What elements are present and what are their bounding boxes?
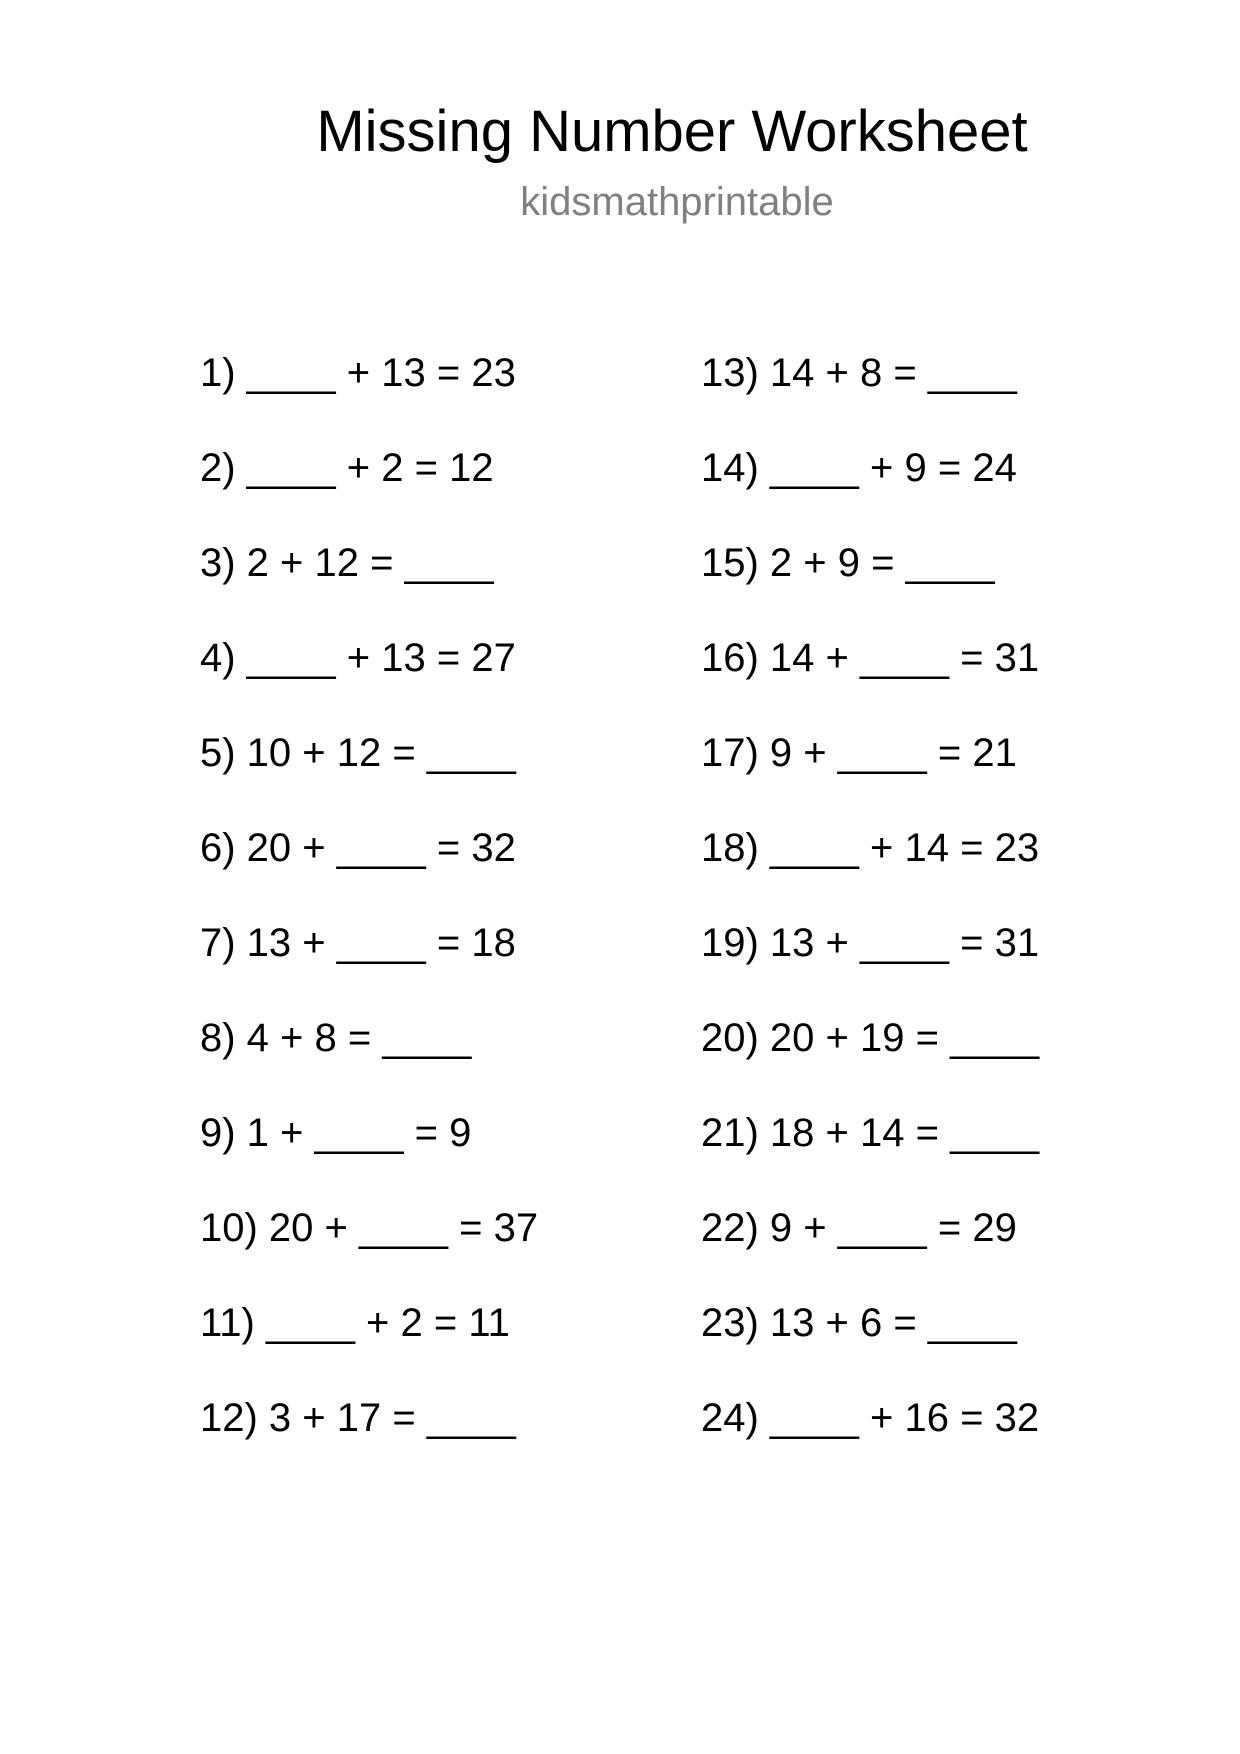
problem-3: 3) 2 + 12 = ____ [200, 541, 494, 585]
problem-21: 21) 18 + 14 = ____ [701, 1111, 1040, 1155]
problem-20: 20) 20 + 19 = ____ [701, 1016, 1040, 1060]
problem-23: 23) 13 + 6 = ____ [701, 1301, 1017, 1345]
problem-12: 12) 3 + 17 = ____ [200, 1396, 516, 1440]
problem-24: 24) ____ + 16 = 32 [701, 1396, 1040, 1440]
problem-14: 14) ____ + 9 = 24 [701, 446, 1017, 490]
problem-9: 9) 1 + ____ = 9 [200, 1111, 472, 1155]
problem-4: 4) ____ + 13 = 27 [200, 636, 516, 680]
problem-13: 13) 14 + 8 = ____ [701, 351, 1017, 395]
worksheet-subtitle: kidsmathprintable [520, 180, 834, 224]
problem-column-left [200, 343, 680, 1483]
problem-15: 15) 2 + 9 = ____ [701, 541, 995, 585]
problem-11: 11) ____ + 2 = 11 [200, 1301, 510, 1345]
problem-10: 10) 20 + ____ = 37 [200, 1206, 539, 1250]
problem-16: 16) 14 + ____ = 31 [701, 636, 1040, 680]
problem-22: 22) 9 + ____ = 29 [701, 1206, 1017, 1250]
problem-8: 8) 4 + 8 = ____ [200, 1016, 472, 1060]
problem-1: 1) ____ + 13 = 23 [200, 351, 516, 395]
problem-17: 17) 9 + ____ = 21 [701, 731, 1017, 775]
problem-6: 6) 20 + ____ = 32 [200, 826, 516, 870]
problem-column-right [701, 343, 1181, 1483]
problem-19: 19) 13 + ____ = 31 [701, 921, 1040, 965]
problem-5: 5) 10 + 12 = ____ [200, 731, 516, 775]
worksheet-title: Missing Number Worksheet [316, 99, 1028, 164]
problem-7: 7) 13 + ____ = 18 [200, 921, 516, 965]
problem-18: 18) ____ + 14 = 23 [701, 826, 1040, 870]
problem-2: 2) ____ + 2 = 12 [200, 446, 494, 490]
